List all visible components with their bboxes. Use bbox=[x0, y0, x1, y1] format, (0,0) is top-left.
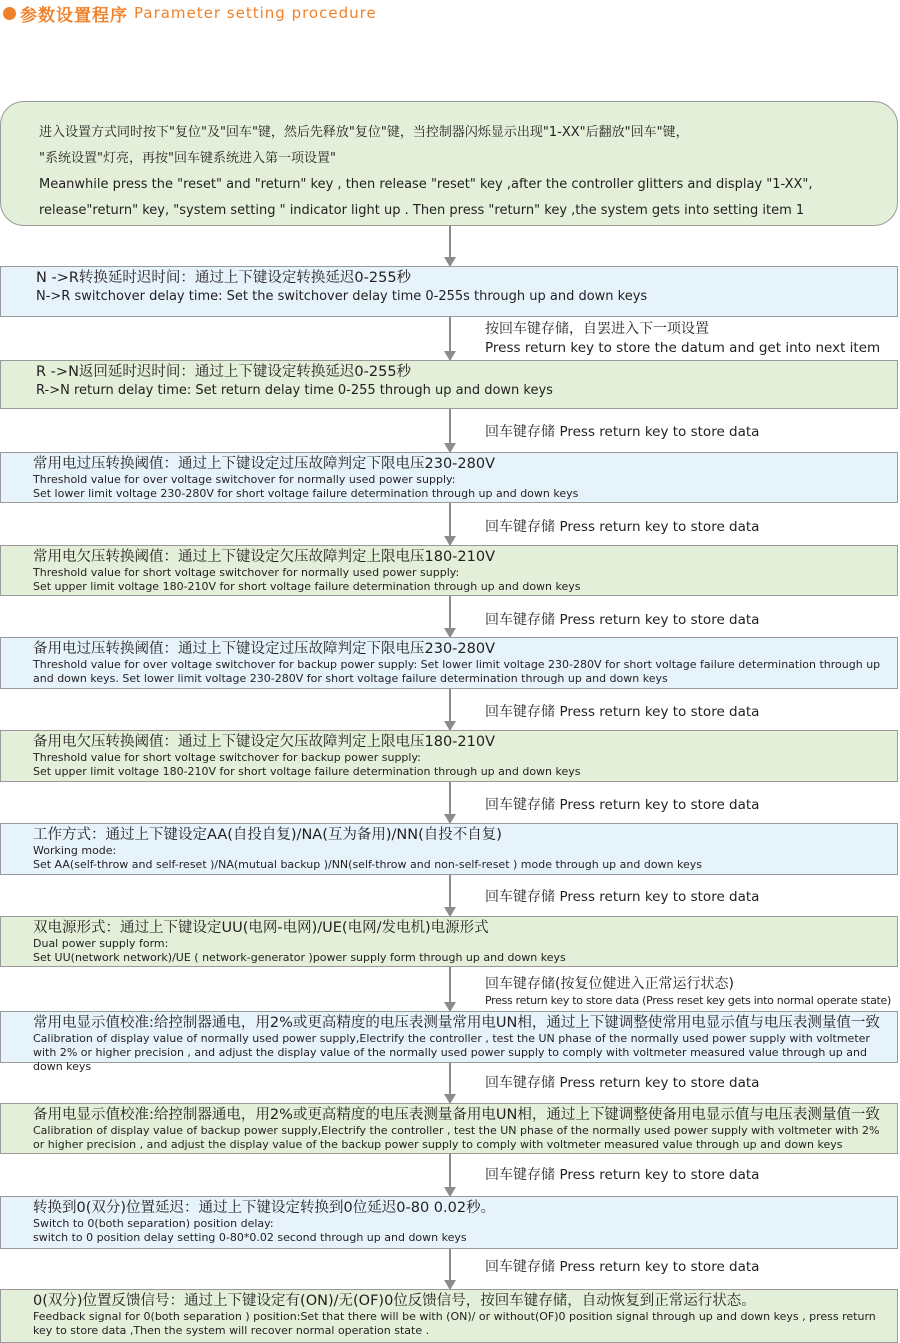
step-title: 0(双分)位置反馈信号：通过上下键设定有(ON)/无(OF)0位反馈信号，按回车键存储，自动恢复到正常运行状态。 bbox=[33, 1293, 756, 1309]
store-note-cn: 回车键存储 bbox=[485, 424, 555, 440]
step-title: R ->N返回延时迟时间：通过上下键设定转换延迟0-255秒 bbox=[36, 364, 412, 380]
store-note-cn: 回车键存储(按复位健进入正常运行状态) bbox=[485, 976, 734, 992]
step-box-nr-delay bbox=[0, 266, 898, 317]
flow-arrow-icon bbox=[449, 1154, 451, 1196]
store-note-en: Press return key to store data bbox=[559, 704, 760, 720]
flow-arrow-icon bbox=[449, 782, 451, 823]
step-desc: R->N return delay time: Set return delay time 0-255 through up and down keys bbox=[36, 383, 553, 398]
step-box-zero-position-delay bbox=[0, 1196, 898, 1249]
store-note-cn: 回车键存储 bbox=[485, 1167, 555, 1183]
flow-arrow-icon bbox=[449, 596, 451, 637]
step-desc-1: Switch to 0(both separation) position delay: bbox=[33, 1217, 274, 1230]
step-desc-2: Set upper limit voltage 180-210V for short voltage failure determination through up and down keys bbox=[33, 580, 581, 593]
store-note-cn: 回车键存储 bbox=[485, 519, 555, 535]
step-desc-2: Set AA(self-throw and self-reset )/NA(mutual backup )/NN(self-throw and non-self-reset ) mode through up and down keys bbox=[33, 858, 703, 871]
step-desc: Calibration of display value of backup power supply,Electrify the controller , test the UN phase of the normally used power supply with voltmeter with 2% or higher precision , and adjust the display value of the backup power supply to comply with voltmeter measured value through up and down keys bbox=[33, 1124, 880, 1151]
step-desc-1: Threshold value for short voltage switchover for normally used power supply: bbox=[33, 566, 460, 579]
step-title: 常用电欠压转换阈值：通过上下键设定欠压故障判定上限电压180-210V bbox=[33, 549, 496, 565]
intro-line-4: release"return" key, "system setting " indicator light up . Then press "return" key ,the system gets into setting item 1 bbox=[39, 203, 805, 218]
store-note-en: Press return key to store data (Press reset key gets into normal operate state) bbox=[485, 994, 891, 1007]
store-note-en: Press return key to store the datum and get into next item bbox=[485, 340, 881, 356]
step-desc: N->R switchover delay time: Set the switchover delay time 0-255s through up and down keys bbox=[36, 289, 648, 304]
flow-arrow-icon bbox=[449, 226, 451, 266]
store-note bbox=[485, 888, 759, 907]
intro-line-2: "系统设置"灯亮，再按"回车键系统进入第一项设置" bbox=[39, 151, 336, 166]
store-note-en: Press return key to store data bbox=[559, 519, 760, 535]
flow-arrow-icon bbox=[449, 967, 451, 1011]
step-title: 双电源形式：通过上下键设定UU(电网-电网)/UE(电网/发电机)电源形式 bbox=[33, 920, 489, 936]
step-title: 工作方式：通过上下键设定AA(自投自复)/NA(互为备用)/NN(自投不自复) bbox=[33, 827, 502, 843]
store-note-cn: 回车键存储 bbox=[485, 1075, 555, 1091]
store-note-en: Press return key to store data bbox=[559, 612, 760, 628]
step-box-backup-undervoltage bbox=[0, 730, 898, 782]
step-desc: Threshold value for over voltage switchover for backup power supply: Set lower limit voltage 230-280V for short voltage failure determination through up and down keys. Set lower limit voltage 230-280V for short voltage failure determination through up and down keys bbox=[33, 658, 881, 685]
store-note bbox=[485, 518, 759, 537]
flow-arrow-icon bbox=[449, 409, 451, 452]
step-title: 备用电过压转换阈值：通过上下键设定过压故障判定下限电压230-280V bbox=[33, 641, 496, 657]
store-note bbox=[485, 703, 759, 722]
step-desc: Calibration of display value of normally used power supply,Electrify the controller , test the UN phase of the normally used power supply with voltmeter with 2% or higher precision , and adjust the display value of the normally used power supply to comply with voltmeter measured value through up and down keys bbox=[33, 1032, 870, 1073]
store-note-cn: 回车键存储 bbox=[485, 704, 555, 720]
store-note bbox=[485, 320, 880, 358]
intro-line-3: Meanwhile press the "reset" and "return" key , then release "reset" key ,after the controller glitters and display "1-XX", bbox=[39, 177, 813, 192]
store-note-en: Press return key to store data bbox=[559, 1167, 760, 1183]
step-desc-2: Set lower limit voltage 230-280V for short voltage failure determination through up and down keys bbox=[33, 487, 579, 500]
step-box-backup-calibration bbox=[0, 1103, 898, 1154]
step-title: 常用电显示值校准:给控制器通电，用2%或更高精度的电压表测量常用电UN相，通过上下键调整使常用电显示值与电压表测量值一致 bbox=[33, 1015, 880, 1031]
step-box-normal-calibration bbox=[0, 1011, 898, 1073]
step-title: 常用电过压转换阈值：通过上下键设定过压故障判定下限电压230-280V bbox=[33, 456, 496, 472]
step-box-zero-position-feedback bbox=[0, 1289, 898, 1343]
step-desc-1: Threshold value for short voltage switchover for backup power supply: bbox=[33, 751, 421, 764]
store-note-cn: 回车键存储 bbox=[485, 1259, 555, 1275]
step-title: N ->R转换延时迟时间：通过上下键设定转换延迟0-255秒 bbox=[36, 270, 412, 286]
store-note bbox=[485, 1166, 759, 1185]
step-box-normal-overvoltage bbox=[0, 452, 898, 503]
bullet-dot-icon bbox=[3, 7, 16, 20]
step-desc: Feedback signal for 0(both separation ) position:Set that there will be with (ON)/ or without(OF)0 position signal through up and down keys , press return key to store data ,Then the system will recover normal operation state . bbox=[33, 1310, 876, 1337]
step-title: 备用电显示值校准:给控制器通电，用2%或更高精度的电压表测量备用电UN相，通过上下键调整使备用电显示值与电压表测量值一致 bbox=[33, 1107, 880, 1123]
step-box-rn-delay bbox=[0, 360, 898, 409]
step-desc-2: switch to 0 position delay setting 0-80*0.02 second through up and down keys bbox=[33, 1231, 467, 1244]
flow-arrow-icon bbox=[449, 1249, 451, 1289]
store-note-cn: 回车键存储 bbox=[485, 889, 555, 905]
store-note-final bbox=[485, 975, 891, 1008]
step-desc-2: Set upper limit voltage 180-210V for short voltage failure determination through up and down keys bbox=[33, 765, 581, 778]
store-note-en: Press return key to store data bbox=[559, 1259, 760, 1275]
store-note-cn: 回车键存储 bbox=[485, 797, 555, 813]
step-desc-1: Dual power supply form: bbox=[33, 937, 169, 950]
store-note-cn: 回车键存储 bbox=[485, 612, 555, 628]
intro-box bbox=[0, 101, 898, 226]
store-note-en: Press return key to store data bbox=[559, 1075, 760, 1091]
step-box-dual-power-form bbox=[0, 916, 898, 967]
step-desc-2: Set UU(network network)/UE ( network-generator )power supply form through up and down keys bbox=[33, 951, 566, 964]
store-note bbox=[485, 611, 759, 630]
flow-arrow-icon bbox=[449, 503, 451, 545]
step-desc-1: Working mode: bbox=[33, 844, 117, 857]
step-title: 备用电欠压转换阈值：通过上下键设定欠压故障判定上限电压180-210V bbox=[33, 734, 496, 750]
store-note-en: Press return key to store data bbox=[559, 797, 760, 813]
page-title-cn: 参数设置程序 bbox=[20, 5, 128, 26]
store-note bbox=[485, 1258, 759, 1277]
step-box-working-mode bbox=[0, 823, 898, 875]
store-note bbox=[485, 423, 759, 442]
intro-line-1: 进入设置方式同时按下"复位"及"回车"键，然后先释放"复位"键，当控制器闪烁显示出现"1-XX"后翻放"回车"键， bbox=[39, 125, 689, 140]
page-title bbox=[0, 0, 377, 26]
flow-arrow-icon bbox=[449, 317, 451, 360]
page-title-en: Parameter setting procedure bbox=[134, 4, 377, 22]
store-note bbox=[485, 1074, 759, 1093]
flow-arrow-icon bbox=[449, 689, 451, 730]
flow-arrow-icon bbox=[449, 875, 451, 916]
step-title: 转换到0(双分)位置延迟：通过上下键设定转换到0位延迟0-80 0.02秒。 bbox=[33, 1200, 496, 1216]
store-note-en: Press return key to store data bbox=[559, 889, 760, 905]
store-note-cn: 按回车键存储，自罢进入下一项设置 bbox=[485, 321, 709, 337]
step-box-normal-undervoltage bbox=[0, 545, 898, 596]
store-note bbox=[485, 796, 759, 815]
step-desc-1: Threshold value for over voltage switchover for normally used power supply: bbox=[33, 473, 456, 486]
step-box-backup-overvoltage bbox=[0, 637, 898, 689]
store-note-en: Press return key to store data bbox=[559, 424, 760, 440]
